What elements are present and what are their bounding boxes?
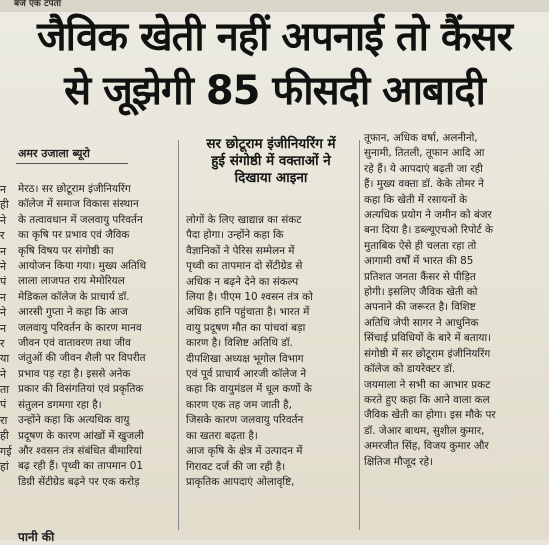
subheading-line: दिखाया आइना (234, 170, 308, 186)
article-line: पृथ्वी का तापमान दो सेंटीग्रेड से (186, 260, 303, 273)
article-line: गिरावट दर्ज की जा रही है। (186, 460, 286, 473)
edge-fragment: ने (0, 367, 7, 381)
article-line: कहा कि वायुमंडल में धूल कणों के (186, 383, 312, 396)
article-line: प्राकृतिक आपदाएं ओलावृष्टि, (186, 475, 295, 488)
edge-fragment: गई (0, 444, 12, 458)
article-line: लिया है। पीएम 10 श्वसन तंत्र को (186, 291, 313, 304)
article-line: होगी। इसलिए जैविक खेती को (364, 286, 478, 299)
edge-fragment: न (0, 183, 7, 196)
edge-fragment: न (0, 321, 7, 335)
article-line: क्षितिज मौजूद रहे। (364, 455, 433, 468)
byline: अमर उजाला ब्यूरो (18, 147, 90, 160)
edge-fragment: ने (0, 213, 7, 227)
article-line: अतिथि जेपी सागर ने आधुनिक (364, 316, 479, 329)
article-line: सिंचाई प्रविधियों के बारे में बताया। (364, 332, 492, 345)
article-line: के तत्वावधान में जलवायु परिवर्तन (18, 213, 143, 226)
article-line: और श्वसन तंत्र संबंधित बीमारियां (18, 444, 142, 457)
article-line: एवं पूर्व प्राचार्य आरजी कॉलेज ने (186, 368, 307, 381)
edge-fragment: न (0, 290, 7, 304)
edge-fragment: हां (0, 460, 9, 474)
subheading-line: सर छोटूराम इंजीनियरिंग में (206, 136, 336, 152)
article-line: अधिक हानि पहुंचाता है। भारत में (186, 306, 310, 319)
article-column-3 (364, 131, 544, 470)
article-line: पैदा होगा। उन्होंने कहा कि (186, 229, 284, 242)
article-line: प्रदूषण के कारण आंखों में खुजली (18, 429, 144, 442)
article-line: जंतुओं की जीवन शैली पर विपरीत (18, 352, 146, 365)
edge-fragment: या (0, 352, 10, 366)
article-line: संगोष्ठी में सर छोटूराम इंजीनियरिंग (364, 347, 491, 360)
article-line: कॉलेज में समाज विकास संस्थान (18, 198, 139, 211)
article-line: आगामी वर्षों में भारत की 85 (364, 255, 474, 268)
edge-fragment: ने (0, 259, 7, 273)
article-line: संतुलन डगमगा रहा है। (18, 398, 102, 411)
article-line: वैज्ञानिकों ने पेरिस सम्मेलन में (186, 244, 295, 257)
article-line: जलवायु परिवर्तन के कारण मानव (18, 321, 142, 334)
edge-fragment: र (0, 336, 5, 350)
article-column-1 (18, 182, 176, 490)
article-line: प्रतिशत जनता कैंसर से पीड़ित (364, 270, 476, 283)
article-line: कारण है। विशिष्ट अतिथि डॉ. (186, 337, 293, 350)
article-line: बढ़ रही हैं। पृथ्वी का तापमान 01 (18, 460, 143, 473)
article-line: जयमाला ने सभी का आभार प्रकट (364, 378, 491, 391)
edge-fragment: ही (0, 429, 9, 443)
edge-fragment: र (0, 229, 5, 243)
subheading-line: हुई संगोष्ठी में वक्ताओं ने (211, 153, 331, 169)
edge-fragment: ही (0, 198, 9, 212)
article-line: मेडिकल कॉलेज के प्राचार्य डॉ. (18, 290, 130, 303)
headline-line-1: जैविक खेती नहीं अपनाई तो कैंसर (36, 14, 513, 60)
article-line: लोगों के लिए खाद्यान्न का संकट (186, 214, 302, 226)
byline-rule (16, 163, 128, 164)
article-line: कृषि विषय पर संगोष्ठी का (18, 244, 114, 257)
article-line: हैं। मुख्य वक्ता डॉ. केके तोमर ने (364, 178, 484, 191)
left-edge-fragments (0, 182, 12, 532)
edge-fragment (0, 474, 9, 489)
article-line: करते हुए कहा कि आने वाला कल (364, 393, 490, 406)
article-line: तूफान, अधिक वर्षा, अलनीनो, (364, 132, 478, 144)
article-line: डिग्री सेंटीग्रेड बढ़ने पर एक करोड़ (18, 475, 140, 488)
article-line: अधिक न बढ़ने देने का संकल्प (186, 275, 299, 288)
column-divider-1 (178, 140, 179, 530)
edge-fragment: ता (0, 383, 10, 397)
article-line: का कृषि पर प्रभाव एवं जैविक (18, 229, 130, 242)
article-line: अमरजीत सिंह, विजय कुमार और (364, 440, 489, 453)
article-line: जिसके कारण जलवायु परिवर्तन (186, 414, 304, 427)
article-line: बना दिया है। डब्ल्यूएचओ रिपोर्ट के (364, 224, 493, 237)
article-line: डॉ. जेआर बाथम, सुशील कुमार, (364, 424, 485, 437)
top-fragment-text: बजे एक टपता (14, 0, 62, 9)
article-line: दीपशिखा अध्यक्ष भूगोल विभाग (186, 352, 304, 365)
article-line: अपनाने की जरूरत है। विशिष्ट (364, 301, 476, 314)
article-line: प्रकार की विसंगतियां एवं प्रकृतिक (18, 383, 144, 396)
article-line: रहे हैं। ये आपदाएं बढ़ती जा रही (364, 162, 483, 175)
edge-fragment: पं (0, 275, 7, 289)
edge-fragment: ने (0, 306, 7, 320)
bottom-fragment-text: पानी की (18, 530, 55, 544)
headline-line-2: से जूझेगी 85 फीसदी आबादी (64, 68, 485, 114)
article-line: वायु प्रदूषण मौत का पांचवां बड़ा (186, 321, 306, 334)
article-line: आज कृषि के क्षेत्र में उत्पादन में (186, 445, 303, 458)
subheading (185, 136, 357, 187)
article-line: का खतरा बढ़ता है। (186, 429, 258, 442)
article-line: कारण एक तह जम जाती है, (186, 398, 292, 411)
article-line: आरसी गुप्ता ने कहा कि आज (18, 306, 128, 319)
article-line: कॉलेज को डायरेक्टर डॉ. (364, 363, 456, 376)
article-line: लाला लाजपत राय मेमोरियल (18, 275, 125, 288)
article-line: प्रभाव पड़ रहा है। इससे अनेक (18, 367, 131, 380)
article-line: मेरठ। सर छोटूराम इंजीनियरिंग (18, 183, 131, 195)
article-column-2 (186, 213, 356, 490)
article-line: आयोजन किया गया। मुख्य अतिथि (18, 260, 147, 273)
article-line: मुताबिक ऐसे ही चलता रहा तो (364, 239, 477, 252)
column-divider-2 (359, 140, 360, 530)
article-line: जैविक खेती का होगा। इस मौके पर (364, 409, 496, 422)
article-line: जीवन एवं वातावरण तथा जीव (18, 337, 131, 350)
article-line: अत्यधिक प्रयोग ने जमीन को बंजर (364, 209, 492, 222)
edge-fragment: रा (0, 413, 8, 427)
edge-fragment: न (0, 244, 7, 258)
article-line: सुनामी, तितली, तूफान आदि आ (364, 147, 485, 160)
article-line: उन्होंने कहा कि अत्यधिक वायु (18, 414, 130, 427)
edge-fragment: पं (0, 398, 7, 412)
article-line: कहा कि खेती में रसायनों के (364, 193, 468, 206)
